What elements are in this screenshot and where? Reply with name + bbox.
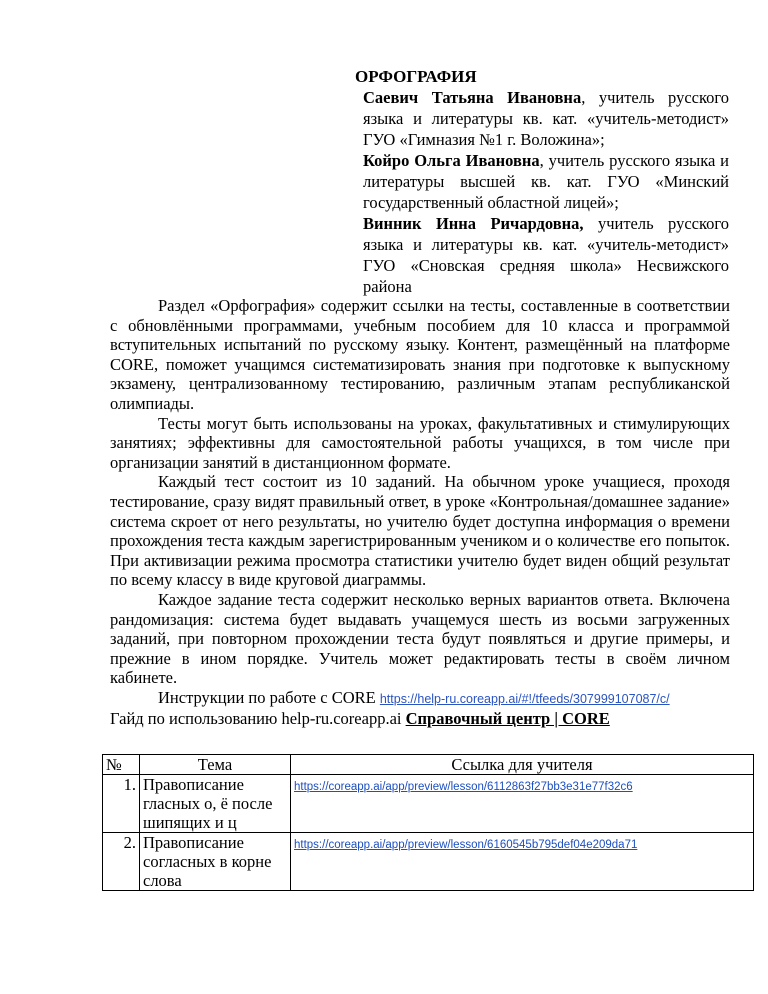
lessons-table xyxy=(102,754,754,891)
instructions-link[interactable]: https://help-ru.coreapp.ai/#!/tfeeds/307999107087/c/ xyxy=(379,691,670,706)
header-number: № xyxy=(103,755,140,775)
row-number: 2. xyxy=(103,833,140,891)
author-3-desc: учитель русского языка и литературы кв. кат. «учитель-методист» ГУО «Сновская средняя школа» Несвижского района xyxy=(363,214,730,296)
row-topic: Правописание согласных в корне слова xyxy=(140,833,291,891)
author-2-name: Койро Ольга Ивановна xyxy=(363,151,540,170)
author-3-name: Винник Инна Ричардовна, xyxy=(363,214,584,233)
author-1-name: Саевич Татьяна Ивановна xyxy=(363,88,582,107)
lesson-link[interactable]: https://coreapp.ai/app/preview/lesson/6160545b795def04e209da71 xyxy=(294,839,638,851)
header-link: Ссылка для учителя xyxy=(291,755,754,775)
document-title: ОРФОГРАФИЯ xyxy=(355,67,477,86)
paragraph-usage: Тесты могут быть использованы на уроках, факультативных и стимулирующих занятиях; эффективны для самостоятельной работы учащихся, в том числе при организации занятий в дистанционном формате. xyxy=(110,413,730,472)
paragraph-structure: Каждый тест состоит из 10 заданий. На обычном уроке учащиеся, проходя тестирование, сразу видят правильный ответ, в уроке «Контрольная/домашнее задание» система скроет от него результаты, но учителю будет доступна информация о времени прохождения теста каждым зарегистрированным учеником и о количестве его попыток. При активизации режима просмотра статистики учителю будет виден общий результат по всему классу в виде круговой диаграммы. xyxy=(110,472,730,590)
document-body xyxy=(110,296,730,729)
lesson-link[interactable]: https://coreapp.ai/app/preview/lesson/6112863f27bb3e31e77f32c6 xyxy=(294,781,633,793)
row-number: 1. xyxy=(103,775,140,833)
author-2 xyxy=(363,150,729,213)
author-2-desc: , учитель русского языка и литературы высшей кв. кат. ГУО «Минский государственный областной лицей»; xyxy=(363,151,729,212)
author-1-desc: , учитель русского языка и литературы кв. кат. «учитель-методист» ГУО «Гимназия №1 г. Воложина»; xyxy=(363,88,730,149)
table-header-row xyxy=(103,755,754,775)
author-3 xyxy=(363,213,729,297)
row-link-cell xyxy=(291,775,754,833)
guide-line xyxy=(110,709,730,729)
instructions-label: Инструкции по работе с CORE xyxy=(158,687,380,707)
paragraph-randomization: Каждое задание теста содержит несколько верных вариантов ответа. Включена рандомизация: система будет выдавать учащемуся шесть из восьми загруженных заданий, при повторном прохождении теста будут появляться и другие примеры, и прежние в ином порядке. Учитель может редактировать тесты в своём личном кабинете. xyxy=(110,589,730,688)
instructions-line xyxy=(110,688,730,710)
table-row xyxy=(103,833,754,891)
row-topic: Правописание гласных о, ё после шипящих и ц xyxy=(140,775,291,833)
table-row xyxy=(103,775,754,833)
help-center-link[interactable]: Справочный центр | CORE xyxy=(405,709,610,729)
paragraph-intro: Раздел «Орфография» содержит ссылки на тесты, составленные в соответствии с обновлёнными программами, учебным пособием для 10 класса и программой вступительных испытаний по русскому языку. Контент, размещённый на платформе CORE, поможет учащимся систематизировать знания при подготовке к выпускному экзамену, централизованному тестированию, различным этапам республиканской олимпиады. xyxy=(110,296,730,413)
row-link-cell xyxy=(291,833,754,891)
authors-block xyxy=(363,87,729,297)
header-topic: Тема xyxy=(140,755,291,775)
author-1 xyxy=(363,87,729,150)
guide-label: Гайд по использованию help-ru.coreapp.ai xyxy=(110,709,406,729)
